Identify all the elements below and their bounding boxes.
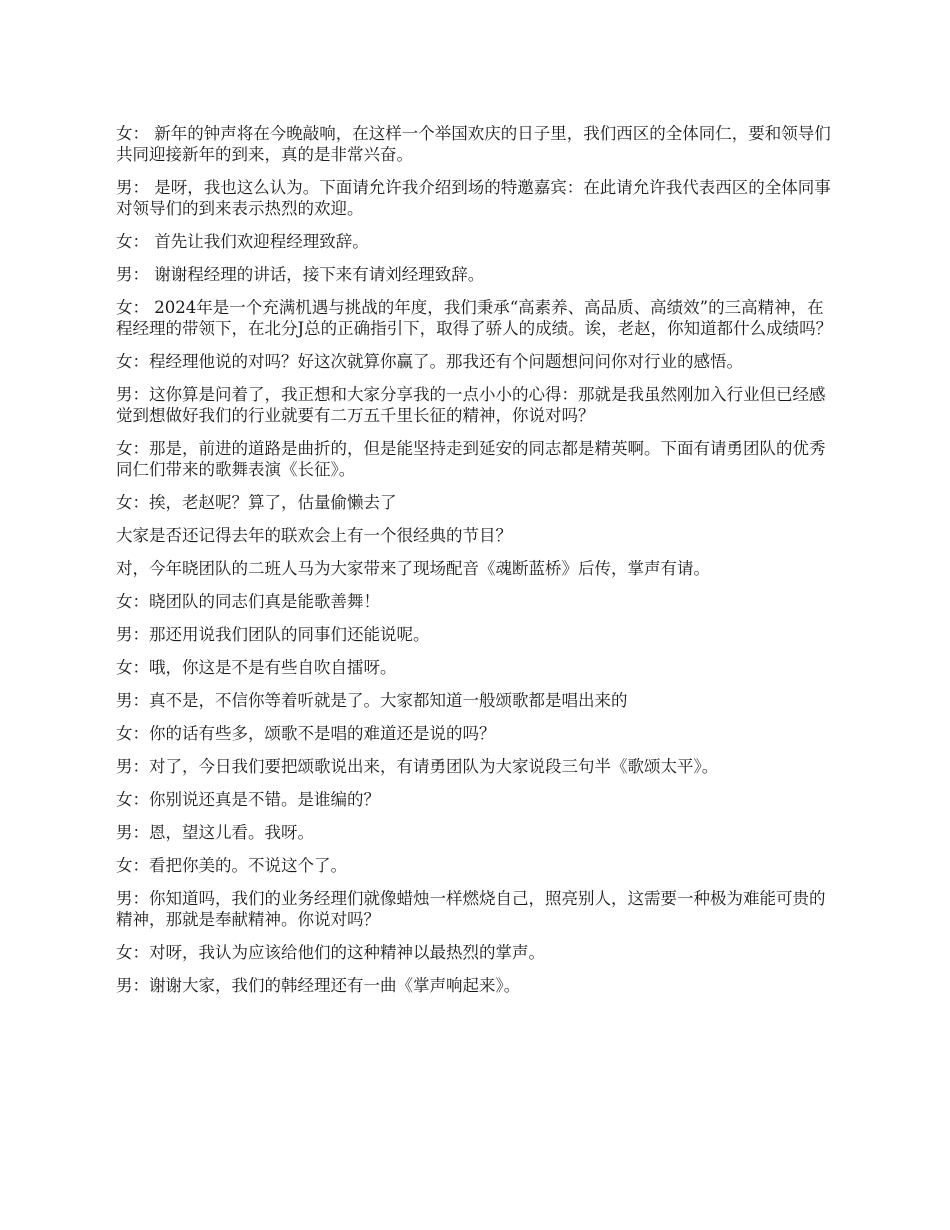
paragraph: 女：看把你美的。不说这个了。: [116, 856, 347, 875]
paragraph: 男：谢谢大家，我们的韩经理还有一曲《掌声响起来》。: [116, 976, 521, 995]
paragraph: 女： 新年的钟声将在今晚敲响，在这样一个举国欢庆的日子里，我们西区的全体同仁，要和领导们共同迎接新年的到来，真的是非常兴奋。: [116, 124, 831, 164]
paragraph: 大家是否还记得去年的联欢会上有一个很经典的节目？: [116, 526, 512, 545]
paragraph: 男：那还用说我们团队的同事们还能说呢。: [116, 625, 430, 644]
paragraph: 女：那是，前进的道路是曲折的，但是能坚持走到延安的同志都是精英啊。下面有请勇团队的优秀同仁们带来的歌舞表演《长征》。: [116, 439, 826, 479]
paragraph: 男：恩，望这儿看。我呀。: [116, 823, 314, 842]
paragraph: 对，今年晓团队的二班人马为大家带来了现场配音《魂断蓝桥》后传，掌声有请。: [116, 559, 710, 578]
paragraph: 女：程经理他说的对吗？好这次就算你赢了。那我还有个问题想问问你对行业的感悟。: [116, 352, 743, 371]
paragraph: 女： 首先让我们欢迎程经理致辞。: [116, 232, 369, 251]
paragraph: 女：对呀，我认为应该给他们的这种精神以最热烈的掌声。: [116, 943, 545, 962]
paragraph: 男：对了，今日我们要把颂歌说出来，有请勇团队为大家说段三句半《歌颂太平》。: [116, 757, 719, 776]
paragraph: 女：你别说还真是不错。是谁编的？: [116, 790, 380, 809]
paragraph: 女：晓团队的同志们真是能歌善舞！: [116, 592, 380, 611]
paragraph: 女：挨，老赵呢？算了，估量偷懒去了: [116, 493, 397, 512]
paragraph: 男： 谢谢程经理的讲话，接下来有请刘经理致辞。: [116, 265, 485, 284]
document-body: [116, 123, 838, 1008]
paragraph: 女：你的话有些多，颂歌不是唱的难道还是说的吗？: [116, 724, 496, 743]
paragraph: 男： 是呀，我也这么认为。下面请允许我介绍到场的特邀嘉宾：在此请允许我代表西区的全体同事对领导们的到来表示热烈的欢迎。: [116, 178, 831, 218]
paragraph: 男：这你算是问着了，我正想和大家分享我的一点小小的心得：那就是我虽然刚加入行业但已经感觉到想做好我们的行业就要有二万五千里长征的精神，你说对吗？: [116, 385, 826, 425]
paragraph: 男：真不是，不信你等着听就是了。大家都知道一般颂歌都是唱出来的: [116, 691, 628, 710]
paragraph: 男：你知道吗，我们的业务经理们就像蜡烛一样燃烧自己，照亮别人，这需要一种极为难能可贵的精神，那就是奉献精神。你说对吗？: [116, 889, 826, 929]
paragraph: 女： 2024年是一个充满机遇与挑战的年度，我们秉承“高素养、高品质、高绩效”的三高精神，在程经理的带领下，在北分J总的正确指引下，取得了骄人的成绩。诶，老赵，你知道都什么成绩吗？: [116, 298, 833, 338]
paragraph: 女：哦，你这是不是有些自吹自擂呀。: [116, 658, 397, 677]
